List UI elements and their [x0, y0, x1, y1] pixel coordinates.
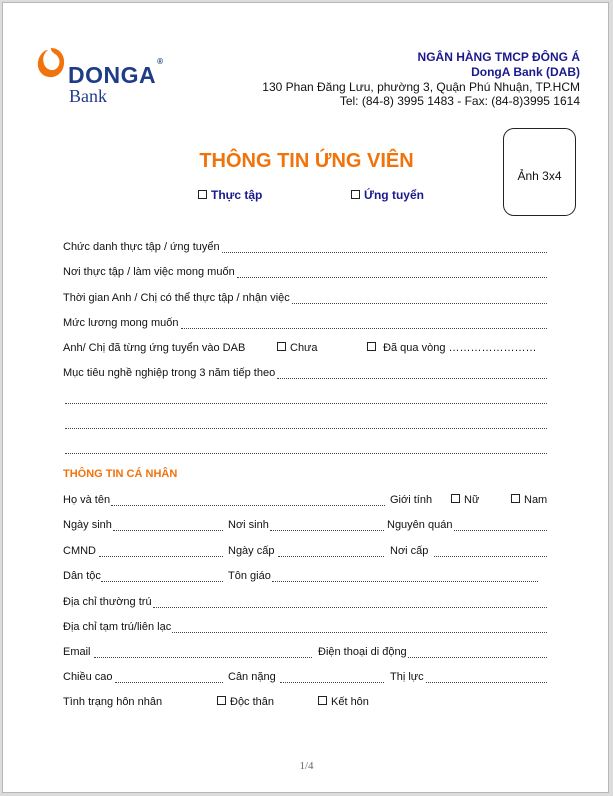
label-hometown: Nguyên quán [387, 519, 453, 531]
logo-brand-text: DONGA® [68, 57, 164, 88]
label-marital-status: Tình trạng hôn nhân [63, 696, 163, 708]
checkbox[interactable] [198, 190, 207, 199]
label-id-card: CMND [63, 545, 96, 557]
label-start-time: Thời gian Anh / Chị có thể thực tập / nhận việc [63, 292, 290, 304]
label-weight: Cân nặng [228, 671, 276, 683]
field-start-time[interactable] [292, 303, 547, 304]
checkbox[interactable] [318, 696, 327, 705]
checkbox[interactable] [511, 494, 520, 503]
label-temp-address: Địa chỉ tạm trú/liên lạc [63, 621, 172, 633]
bank-name: NGÂN HÀNG TMCP ĐÔNG Á [417, 50, 580, 64]
label-eyesight: Thị lực [390, 671, 424, 683]
field-full-name[interactable] [111, 505, 385, 506]
label-permanent-address: Địa chỉ thường trú [63, 596, 152, 608]
option-married[interactable]: Kết hôn [318, 696, 369, 708]
field-eyesight[interactable] [426, 682, 547, 683]
photo-box [503, 128, 576, 216]
section-personal-title: THÔNG TIN CÁ NHÂN [63, 468, 178, 480]
donga-logo-icon [36, 47, 66, 79]
photo-label: Ảnh 3x4 [517, 169, 562, 183]
label-gender: Giới tính [390, 494, 433, 506]
field-email[interactable] [94, 657, 312, 658]
logo-bank-text: Bank [69, 86, 107, 106]
field-position[interactable] [222, 252, 547, 253]
option-apply[interactable]: Ứng tuyển [351, 188, 424, 202]
checkbox[interactable] [451, 494, 460, 503]
label-career-goal: Mục tiêu nghề nghiệp trong 3 năm tiếp theo [63, 367, 276, 379]
label-religion: Tôn giáo [228, 570, 271, 582]
label-position: Chức danh thực tập / ứng tuyển [63, 241, 220, 253]
field-career-goal[interactable] [277, 378, 547, 379]
checkbox[interactable] [351, 190, 360, 199]
option-single[interactable]: Độc thân [217, 696, 274, 708]
field-religion[interactable] [272, 581, 538, 582]
label-issue-place: Nơi cấp [390, 545, 429, 557]
option-not-yet[interactable]: Chưa [277, 342, 318, 354]
checkbox[interactable] [217, 696, 226, 705]
label-full-name: Họ và tên [63, 494, 111, 506]
field-career-goal-line[interactable] [65, 453, 547, 454]
option-female[interactable]: Nữ [451, 494, 479, 506]
checkbox[interactable] [277, 342, 286, 351]
label-email: Email [63, 646, 91, 658]
field-ethnicity[interactable] [101, 581, 223, 582]
field-weight[interactable] [280, 682, 384, 683]
field-career-goal-line[interactable] [65, 428, 547, 429]
checkbox[interactable] [367, 342, 376, 351]
label-dob: Ngày sinh [63, 519, 112, 531]
option-passed-round[interactable]: Đã qua vòng …………………… [367, 342, 537, 354]
bank-address: 130 Phan Đăng Lưu, phường 3, Quận Phú Nhuận, TP.HCM [262, 80, 580, 94]
field-career-goal-line[interactable] [65, 403, 547, 404]
form-title: THÔNG TIN ỨNG VIÊN [199, 150, 414, 172]
option-male[interactable]: Nam [511, 494, 547, 506]
label-birthplace: Nơi sinh [228, 519, 269, 531]
field-mobile[interactable] [408, 657, 547, 658]
bank-short-name: DongA Bank (DAB) [471, 65, 580, 79]
field-birthplace[interactable] [270, 530, 384, 531]
field-id-card[interactable] [99, 556, 223, 557]
label-issue-date: Ngày cấp [228, 545, 275, 557]
field-location[interactable] [237, 277, 547, 278]
field-issue-date[interactable] [278, 556, 384, 557]
field-height[interactable] [115, 682, 223, 683]
field-permanent-address[interactable] [153, 607, 547, 608]
label-location: Nơi thực tập / làm việc mong muốn [63, 266, 235, 278]
field-salary[interactable] [181, 328, 547, 329]
label-applied-before: Anh/ Chị đã từng ứng tuyển vào DAB [63, 342, 246, 354]
label-salary: Mức lương mong muốn [63, 317, 179, 329]
page-number: 1/4 [299, 760, 314, 772]
field-temp-address[interactable] [172, 632, 547, 633]
bank-contact: Tel: (84-8) 3995 1483 - Fax: (84-8)3995 1614 [339, 94, 580, 108]
label-ethnicity: Dân tộc [63, 570, 101, 582]
label-mobile: Điện thoại di động [318, 646, 407, 658]
label-height: Chiều cao [63, 671, 113, 683]
field-issue-place[interactable] [434, 556, 547, 557]
option-intern[interactable]: Thực tập [198, 188, 262, 202]
field-hometown[interactable] [454, 530, 547, 531]
field-dob[interactable] [113, 530, 223, 531]
